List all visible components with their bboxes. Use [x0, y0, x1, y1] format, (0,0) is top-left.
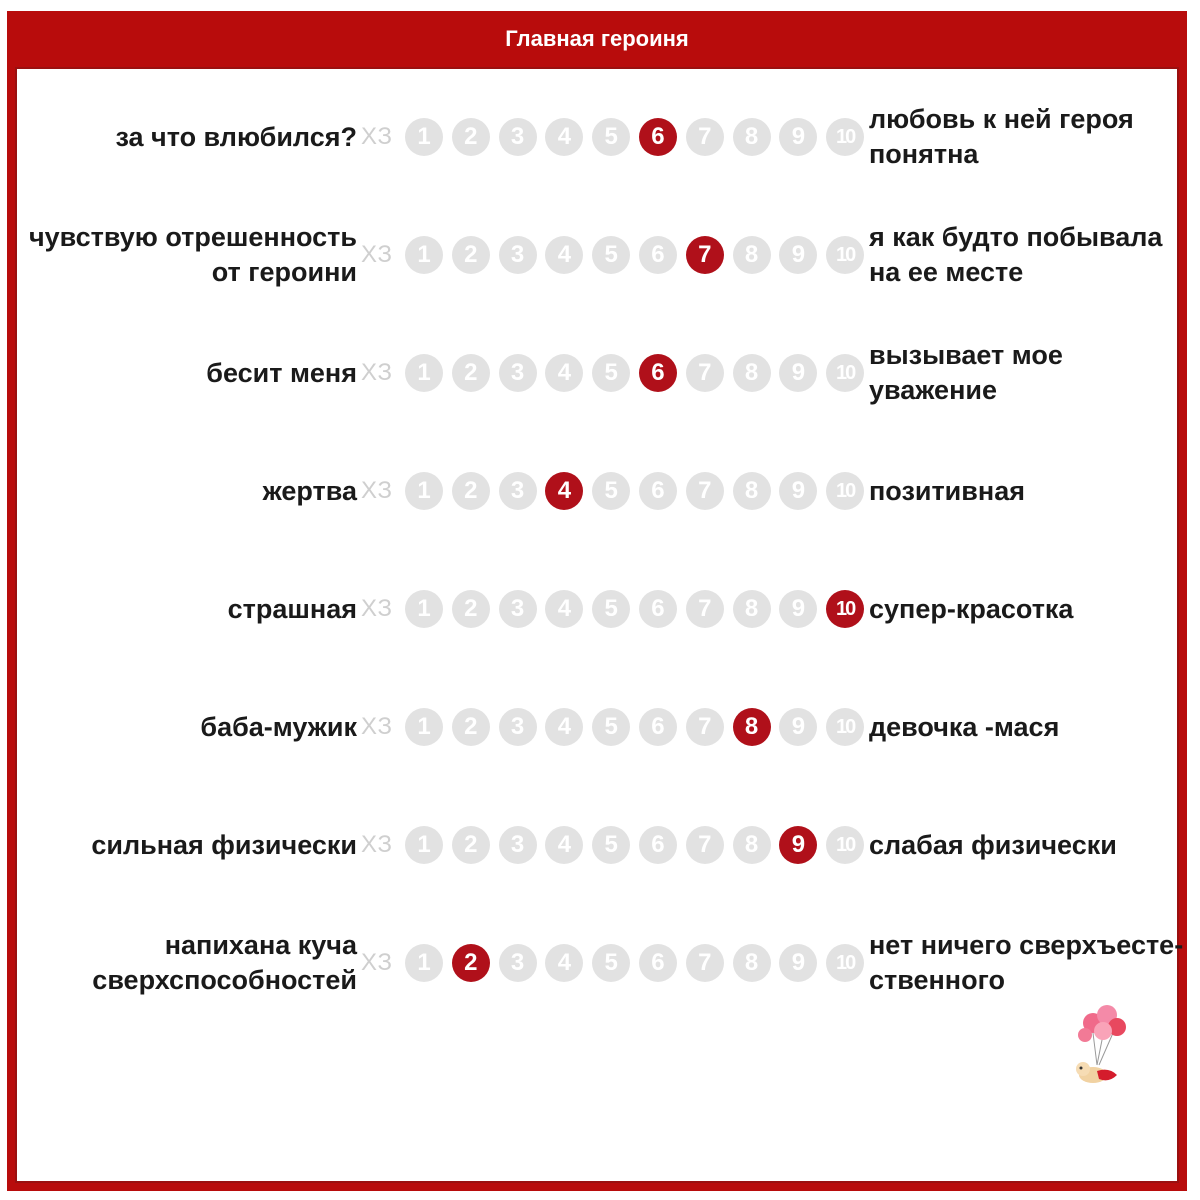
- rating-option[interactable]: 9: [779, 590, 817, 628]
- rating-scale: [405, 590, 864, 628]
- card-header: [15, 11, 1179, 67]
- rating-option-selected[interactable]: 9: [779, 826, 817, 864]
- rating-row: [17, 205, 1177, 305]
- right-pole-label: слабая физически: [869, 829, 1117, 860]
- left-pole-label: чувствую отрешенность от героини: [28, 222, 357, 287]
- rating-option[interactable]: 3: [499, 944, 537, 982]
- rating-option[interactable]: 4: [545, 590, 583, 628]
- rating-option[interactable]: 1: [405, 944, 443, 982]
- rating-scale: [405, 354, 864, 392]
- right-pole-label: любовь к ней героя понятна: [869, 104, 1134, 169]
- dont-know-option[interactable]: ХЗ: [361, 477, 393, 504]
- rating-option[interactable]: 8: [733, 354, 771, 392]
- rating-option[interactable]: 4: [545, 826, 583, 864]
- rating-scale: [405, 472, 864, 510]
- rating-option[interactable]: 6: [639, 944, 677, 982]
- rating-option[interactable]: 10: [826, 118, 864, 156]
- rating-option[interactable]: 1: [405, 118, 443, 156]
- left-pole-label: бесит меня: [206, 357, 357, 388]
- rating-option[interactable]: 3: [499, 826, 537, 864]
- rating-option[interactable]: 4: [545, 708, 583, 746]
- rating-option[interactable]: 6: [639, 472, 677, 510]
- rating-option[interactable]: 10: [826, 944, 864, 982]
- dont-know-option[interactable]: ХЗ: [361, 241, 393, 268]
- rating-option[interactable]: 2: [452, 354, 490, 392]
- rating-option[interactable]: 5: [592, 236, 630, 274]
- rating-option[interactable]: 2: [452, 708, 490, 746]
- rating-option[interactable]: 5: [592, 708, 630, 746]
- rating-option[interactable]: 3: [499, 590, 537, 628]
- rating-option[interactable]: 5: [592, 118, 630, 156]
- dont-know-option[interactable]: ХЗ: [361, 359, 393, 386]
- dont-know-option[interactable]: ХЗ: [361, 949, 393, 976]
- rating-option[interactable]: 6: [639, 590, 677, 628]
- rating-option[interactable]: 10: [826, 826, 864, 864]
- rating-option[interactable]: 8: [733, 590, 771, 628]
- rating-option-selected[interactable]: 2: [452, 944, 490, 982]
- rating-option[interactable]: 3: [499, 472, 537, 510]
- rating-option-selected[interactable]: 7: [686, 236, 724, 274]
- right-pole-label: позитивная: [869, 475, 1025, 506]
- rating-option-selected[interactable]: 10: [826, 590, 864, 628]
- rating-row: [17, 795, 1177, 895]
- rating-option[interactable]: 9: [779, 944, 817, 982]
- rating-scale: [405, 944, 864, 982]
- rating-option[interactable]: 2: [452, 472, 490, 510]
- rating-option[interactable]: 2: [452, 236, 490, 274]
- rating-option[interactable]: 1: [405, 472, 443, 510]
- rating-option[interactable]: 9: [779, 472, 817, 510]
- rating-option[interactable]: 4: [545, 236, 583, 274]
- rating-card: [7, 11, 1187, 1191]
- rating-option[interactable]: 8: [733, 944, 771, 982]
- rating-row: [17, 913, 1184, 1013]
- rating-option[interactable]: 5: [592, 590, 630, 628]
- dont-know-option[interactable]: ХЗ: [361, 713, 393, 740]
- rating-option[interactable]: 1: [405, 708, 443, 746]
- right-pole-label: супер-красотка: [869, 593, 1074, 624]
- right-pole-label: нет ничего сверхъесте-ственного: [869, 930, 1184, 995]
- rating-scale: [405, 708, 864, 746]
- rating-option[interactable]: 3: [499, 354, 537, 392]
- rating-option[interactable]: 5: [592, 472, 630, 510]
- rating-row: [17, 323, 1177, 423]
- rating-option[interactable]: 8: [733, 826, 771, 864]
- rating-option[interactable]: 5: [592, 944, 630, 982]
- rating-option[interactable]: 5: [592, 354, 630, 392]
- right-pole-label: девочка -мася: [869, 711, 1060, 742]
- heart-balloons-icon: [1057, 999, 1137, 1099]
- rating-option[interactable]: 8: [733, 236, 771, 274]
- rating-option[interactable]: 1: [405, 826, 443, 864]
- rating-option[interactable]: 2: [452, 118, 490, 156]
- left-pole-label: за что влюбился?: [115, 121, 357, 152]
- right-pole-label: я как будто побывала на ее месте: [869, 222, 1163, 287]
- rating-option[interactable]: 9: [779, 708, 817, 746]
- rating-option[interactable]: 7: [686, 944, 724, 982]
- right-pole-label: вызывает мое уважение: [869, 340, 1063, 405]
- rating-option[interactable]: 7: [686, 354, 724, 392]
- rating-option[interactable]: 7: [686, 472, 724, 510]
- dont-know-option[interactable]: ХЗ: [361, 595, 393, 622]
- rating-option[interactable]: 1: [405, 590, 443, 628]
- left-pole-label: страшная: [227, 593, 357, 624]
- rating-option[interactable]: 7: [686, 118, 724, 156]
- rating-option[interactable]: 10: [826, 236, 864, 274]
- rating-option[interactable]: 7: [686, 590, 724, 628]
- rating-option[interactable]: 9: [779, 236, 817, 274]
- left-pole-label: напихана куча сверхспособностей: [92, 930, 357, 995]
- rating-option[interactable]: 8: [733, 472, 771, 510]
- rating-option[interactable]: 4: [545, 118, 583, 156]
- rating-option[interactable]: 1: [405, 236, 443, 274]
- left-pole-label: баба-мужик: [200, 711, 357, 742]
- rating-option[interactable]: 7: [686, 708, 724, 746]
- rating-option[interactable]: 3: [499, 236, 537, 274]
- rating-option-selected[interactable]: 4: [545, 472, 583, 510]
- rating-option[interactable]: 6: [639, 708, 677, 746]
- rating-row: [17, 559, 1177, 659]
- rating-option[interactable]: 3: [499, 118, 537, 156]
- rating-option[interactable]: 4: [545, 944, 583, 982]
- left-pole-label: сильная физически: [91, 829, 357, 860]
- rating-option[interactable]: 10: [826, 472, 864, 510]
- rating-row: [17, 677, 1177, 777]
- page-title: Главная героиня: [505, 26, 689, 51]
- rating-option[interactable]: 10: [826, 354, 864, 392]
- rating-option-selected[interactable]: 8: [733, 708, 771, 746]
- rating-panel: [15, 67, 1184, 1183]
- rating-option[interactable]: 6: [639, 236, 677, 274]
- rating-option[interactable]: 7: [686, 826, 724, 864]
- rating-scale: [405, 236, 864, 274]
- rating-option[interactable]: 6: [639, 826, 677, 864]
- dont-know-option[interactable]: ХЗ: [361, 831, 393, 858]
- rating-option-selected[interactable]: 6: [639, 118, 677, 156]
- rating-option[interactable]: 2: [452, 826, 490, 864]
- rating-option[interactable]: 1: [405, 354, 443, 392]
- rating-option[interactable]: 9: [779, 118, 817, 156]
- rating-scale: [405, 118, 864, 156]
- left-pole-label: жертва: [262, 475, 357, 506]
- rating-row: [17, 441, 1177, 541]
- rating-option[interactable]: 9: [779, 354, 817, 392]
- rating-option[interactable]: 2: [452, 590, 490, 628]
- rating-option[interactable]: 10: [826, 708, 864, 746]
- rating-option-selected[interactable]: 6: [639, 354, 677, 392]
- rating-row: [17, 87, 1177, 187]
- rating-option[interactable]: 8: [733, 118, 771, 156]
- rating-option[interactable]: 3: [499, 708, 537, 746]
- rating-option[interactable]: 5: [592, 826, 630, 864]
- rating-scale: [405, 826, 864, 864]
- dont-know-option[interactable]: ХЗ: [361, 123, 393, 150]
- rating-option[interactable]: 4: [545, 354, 583, 392]
